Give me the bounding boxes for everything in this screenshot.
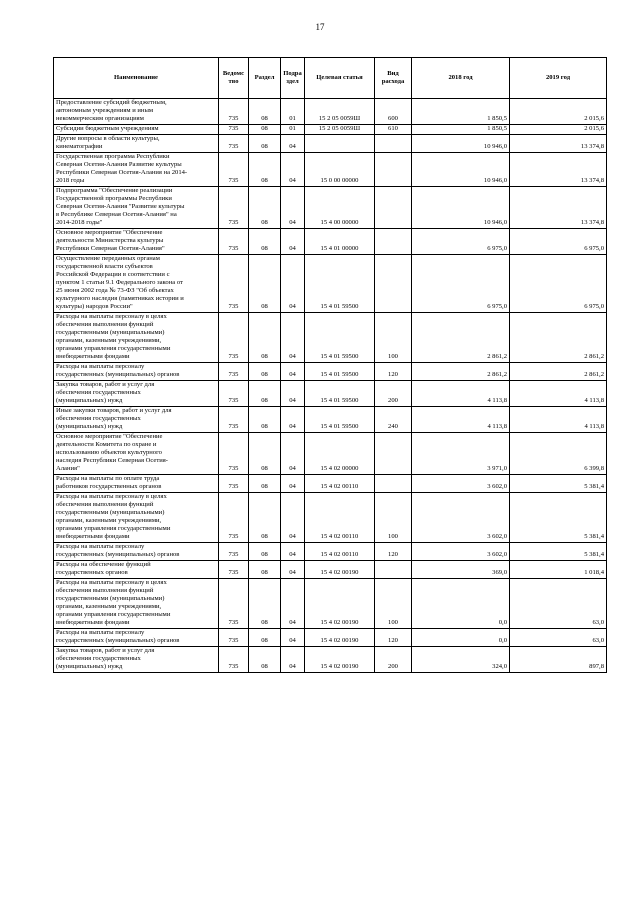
cell-target: 15 4 02 00190 [305, 561, 375, 579]
cell-department: 735 [219, 153, 249, 187]
cell-section: 08 [249, 647, 281, 673]
cell-subsection: 04 [281, 407, 305, 433]
cell-section: 08 [249, 381, 281, 407]
cell-2019: 13 374,8 [510, 153, 607, 187]
cell-section: 08 [249, 475, 281, 493]
cell-department: 735 [219, 475, 249, 493]
cell-2018: 3 602,0 [412, 543, 510, 561]
header-department: Ведомс тво [219, 58, 249, 99]
cell-name: Расходы на выплаты персоналу государственных (муниципальных) органов [54, 543, 219, 561]
table-row [54, 561, 607, 579]
cell-name: Закупка товаров, работ и услуг для обеспечения государственных (муниципальных) нужд [54, 381, 219, 407]
cell-target: 15 4 01 59500 [305, 407, 375, 433]
cell-target: 15 4 01 59500 [305, 313, 375, 363]
table-row [54, 125, 607, 135]
cell-2019: 2 015,6 [510, 125, 607, 135]
cell-section: 08 [249, 153, 281, 187]
cell-2018: 0,0 [412, 579, 510, 629]
cell-section: 08 [249, 407, 281, 433]
cell-2018: 10 946,0 [412, 135, 510, 153]
cell-expense-type: 200 [375, 381, 412, 407]
cell-expense-type: 200 [375, 647, 412, 673]
cell-section: 08 [249, 433, 281, 475]
cell-expense-type [375, 255, 412, 313]
cell-name: Расходы на выплаты персоналу в целях обеспечения выполнения функций государственными (муниципальными) органами, казенными учреждениями, органами управления государственными внебюджетными фондами [54, 579, 219, 629]
cell-section: 08 [249, 255, 281, 313]
cell-section: 08 [249, 125, 281, 135]
cell-2018: 1 850,5 [412, 125, 510, 135]
cell-section: 08 [249, 543, 281, 561]
cell-department: 735 [219, 229, 249, 255]
cell-expense-type [375, 433, 412, 475]
cell-2018: 1 850,5 [412, 99, 510, 125]
cell-expense-type [375, 135, 412, 153]
cell-2019: 897,8 [510, 647, 607, 673]
cell-2019: 63,0 [510, 579, 607, 629]
table-row [54, 187, 607, 229]
cell-name: Расходы на выплаты персоналу в целях обеспечения выполнения функций государственными (муниципальными) органами, казенными учреждениями, органами управления государственными внебюджетными фондами [54, 493, 219, 543]
cell-name: Другие вопросы в области культуры, кинематографии [54, 135, 219, 153]
cell-section: 08 [249, 229, 281, 255]
cell-department: 735 [219, 561, 249, 579]
cell-2018: 10 946,0 [412, 187, 510, 229]
cell-expense-type: 240 [375, 407, 412, 433]
cell-section: 08 [249, 99, 281, 125]
cell-name: Субсидии бюджетным учреждениям [54, 125, 219, 135]
cell-2018: 4 113,8 [412, 381, 510, 407]
cell-target [305, 135, 375, 153]
cell-name: Государственная программа Республики Северная Осетия-Алания Развитие культуры Республики Северная Осетия-Алания на 2014- 2018 годы [54, 153, 219, 187]
cell-2019: 2 861,2 [510, 313, 607, 363]
cell-name: Иные закупки товаров, работ и услуг для обеспечения государственных (муниципальных) нужд [54, 407, 219, 433]
cell-subsection: 04 [281, 381, 305, 407]
cell-subsection: 04 [281, 255, 305, 313]
table-row [54, 135, 607, 153]
cell-subsection: 04 [281, 493, 305, 543]
cell-subsection: 04 [281, 135, 305, 153]
cell-expense-type [375, 561, 412, 579]
cell-name: Расходы на обеспечение функций государственных органов [54, 561, 219, 579]
cell-2019: 6 975,0 [510, 255, 607, 313]
cell-expense-type: 100 [375, 493, 412, 543]
cell-subsection: 04 [281, 629, 305, 647]
cell-expense-type: 100 [375, 313, 412, 363]
cell-expense-type [375, 153, 412, 187]
header-expense-type: Вид расхода [375, 58, 412, 99]
cell-section: 08 [249, 363, 281, 381]
cell-2018: 3 602,0 [412, 475, 510, 493]
cell-target: 15 4 01 59500 [305, 381, 375, 407]
cell-2018: 3 971,0 [412, 433, 510, 475]
cell-2019: 6 399,8 [510, 433, 607, 475]
cell-section: 08 [249, 561, 281, 579]
cell-2018: 0,0 [412, 629, 510, 647]
cell-expense-type: 100 [375, 579, 412, 629]
cell-department: 735 [219, 493, 249, 543]
header-target: Целевая статья [305, 58, 375, 99]
page-number: 17 [315, 22, 325, 32]
cell-target: 15 4 02 00190 [305, 647, 375, 673]
cell-subsection: 04 [281, 579, 305, 629]
cell-expense-type: 610 [375, 125, 412, 135]
cell-name: Закупка товаров, работ и услуг для обеспечения государственных (муниципальных) нужд [54, 647, 219, 673]
table-row [54, 381, 607, 407]
cell-department: 735 [219, 407, 249, 433]
cell-target: 15 4 00 00000 [305, 187, 375, 229]
cell-section: 08 [249, 493, 281, 543]
cell-section: 08 [249, 187, 281, 229]
cell-target: 15 2 05 0059Ш [305, 99, 375, 125]
cell-target: 15 0 00 00000 [305, 153, 375, 187]
table-row [54, 153, 607, 187]
table-row [54, 407, 607, 433]
cell-name: Осуществление переданных органам государственной власти субъектов Российской Федерации в соответствии с пунктом 1 статьи 9.1 Федерального закона от 25 июня 2002 года № 73-ФЗ "Об объектах культурного наследия (памятниках истории и культуры) народов России" [54, 255, 219, 313]
cell-expense-type [375, 187, 412, 229]
cell-expense-type [375, 229, 412, 255]
cell-2018: 369,0 [412, 561, 510, 579]
cell-subsection: 04 [281, 187, 305, 229]
cell-target: 15 4 02 00110 [305, 543, 375, 561]
cell-subsection: 04 [281, 433, 305, 475]
cell-subsection: 04 [281, 561, 305, 579]
cell-section: 08 [249, 313, 281, 363]
cell-department: 735 [219, 433, 249, 475]
table-row [54, 229, 607, 255]
table-row [54, 475, 607, 493]
cell-subsection: 04 [281, 229, 305, 255]
cell-2018: 2 861,2 [412, 363, 510, 381]
table-row [54, 647, 607, 673]
cell-name: Расходы на выплаты персоналу государственных (муниципальных) органов [54, 363, 219, 381]
cell-subsection: 04 [281, 153, 305, 187]
cell-2019: 1 018,4 [510, 561, 607, 579]
cell-name: Основное мероприятие "Обеспечение деятельности Министерства культуры Республики Северная Осетия-Алания" [54, 229, 219, 255]
cell-2019: 13 374,8 [510, 187, 607, 229]
cell-2019: 2 861,2 [510, 363, 607, 381]
cell-department: 735 [219, 543, 249, 561]
cell-name: Предоставление субсидий бюджетным, автономным учреждениям и иным некоммерческим организациям [54, 99, 219, 125]
cell-expense-type: 120 [375, 629, 412, 647]
header-section: Раздел [249, 58, 281, 99]
cell-department: 735 [219, 99, 249, 125]
table-row [54, 313, 607, 363]
cell-subsection: 01 [281, 99, 305, 125]
cell-2018: 4 113,8 [412, 407, 510, 433]
cell-name: Расходы на выплаты персоналу государственных (муниципальных) органов [54, 629, 219, 647]
cell-2019: 6 975,0 [510, 229, 607, 255]
cell-target: 15 4 02 00110 [305, 493, 375, 543]
cell-expense-type: 120 [375, 543, 412, 561]
cell-target: 15 4 01 59500 [305, 255, 375, 313]
cell-2019: 2 015,6 [510, 99, 607, 125]
cell-target: 15 4 02 00190 [305, 579, 375, 629]
cell-2019: 4 113,8 [510, 407, 607, 433]
cell-target: 15 4 01 59500 [305, 363, 375, 381]
cell-department: 735 [219, 363, 249, 381]
cell-expense-type: 600 [375, 99, 412, 125]
cell-subsection: 01 [281, 125, 305, 135]
cell-department: 735 [219, 255, 249, 313]
cell-department: 735 [219, 187, 249, 229]
cell-name: Расходы на выплаты по оплате труда работников государственных органов [54, 475, 219, 493]
cell-section: 08 [249, 629, 281, 647]
table-header-row [54, 58, 607, 99]
cell-department: 735 [219, 135, 249, 153]
cell-2019: 63,0 [510, 629, 607, 647]
header-2019: 2019 год [510, 58, 607, 99]
cell-target: 15 4 02 00110 [305, 475, 375, 493]
cell-name: Подпрограмма "Обеспечение реализации Государственной программы Республики Северная Осетия-Алания "Развитие культуры в Республике Северная Осетия-Алания" на 2014-2018 годы" [54, 187, 219, 229]
cell-department: 735 [219, 313, 249, 363]
table-row [54, 363, 607, 381]
cell-subsection: 04 [281, 647, 305, 673]
header-2018: 2018 год [412, 58, 510, 99]
table-row [54, 629, 607, 647]
cell-expense-type: 120 [375, 363, 412, 381]
header-name: Наименование [54, 58, 219, 99]
cell-subsection: 04 [281, 475, 305, 493]
cell-2019: 5 381,4 [510, 543, 607, 561]
cell-2018: 3 602,0 [412, 493, 510, 543]
cell-2019: 5 381,4 [510, 475, 607, 493]
cell-2018: 10 946,0 [412, 153, 510, 187]
table-row [54, 543, 607, 561]
cell-target: 15 4 02 00000 [305, 433, 375, 475]
table-row [54, 433, 607, 475]
cell-2018: 2 861,2 [412, 313, 510, 363]
table-row [54, 579, 607, 629]
cell-subsection: 04 [281, 543, 305, 561]
cell-2018: 324,0 [412, 647, 510, 673]
cell-target: 15 4 01 00000 [305, 229, 375, 255]
cell-2018: 6 975,0 [412, 229, 510, 255]
cell-subsection: 04 [281, 313, 305, 363]
cell-expense-type [375, 475, 412, 493]
cell-section: 08 [249, 135, 281, 153]
header-subsection: Подра здел [281, 58, 305, 99]
cell-department: 735 [219, 647, 249, 673]
budget-table [53, 57, 607, 673]
cell-department: 735 [219, 381, 249, 407]
cell-department: 735 [219, 579, 249, 629]
cell-subsection: 04 [281, 363, 305, 381]
table-row [54, 493, 607, 543]
cell-section: 08 [249, 579, 281, 629]
cell-target: 15 2 05 0059Ш [305, 125, 375, 135]
cell-name: Основное мероприятие "Обеспечение деятельности Комитета по охране и использованию объектов культурного наследия Республики Северная Осетия- Алания" [54, 433, 219, 475]
table-row [54, 255, 607, 313]
cell-department: 735 [219, 125, 249, 135]
cell-department: 735 [219, 629, 249, 647]
cell-target: 15 4 02 00190 [305, 629, 375, 647]
table-row [54, 99, 607, 125]
cell-2019: 4 113,8 [510, 381, 607, 407]
cell-2019: 13 374,8 [510, 135, 607, 153]
cell-name: Расходы на выплаты персоналу в целях обеспечения выполнения функций государственными (муниципальными) органами, казенными учреждениями, органами управления государственными внебюджетными фондами [54, 313, 219, 363]
cell-2019: 5 381,4 [510, 493, 607, 543]
cell-2018: 6 975,0 [412, 255, 510, 313]
